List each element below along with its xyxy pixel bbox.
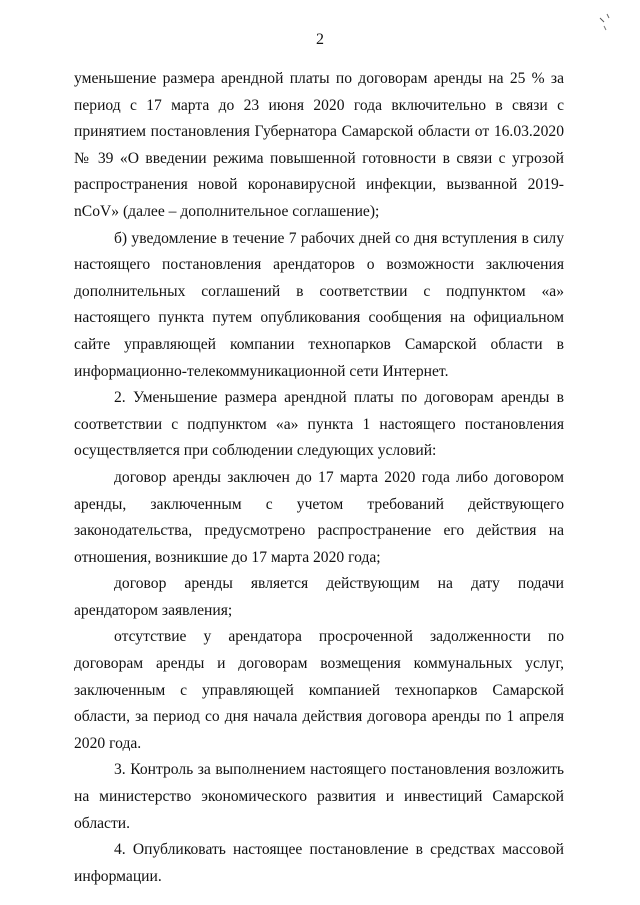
paragraph-item-4: 4. Опубликовать настоящее постановление в средствах массовой информации. xyxy=(74,841,564,885)
paragraph-condition-2: договор аренды является действующим на дату подачи арендатором заявления; xyxy=(74,575,564,619)
paragraph-condition-1: договор аренды заключен до 17 марта 2020 года либо договором аренды, заключенным с учетом требований действующего законодательства, предусмотрено распространение его действия на отношения, возникшие до 17 марта 2020 года; xyxy=(74,468,564,566)
paragraph-item-2: 2. Уменьшение размера арендной платы по договорам аренды в соответствии с подпунктом «а» пункта 1 настоящего постановления осуществляется при соблюдении следующих условий: xyxy=(74,389,564,460)
paragraph-condition-3: отсутствие у арендатора просроченной задолженности по договорам аренды и договорам возмещения коммунальных услуг, заключенным с управляющей компанией технопарков Самарской области, за период со дня начала действия договора аренды по 1 апреля 2020 года. xyxy=(74,628,564,752)
paragraph-item-3: 3. Контроль за выполнением настоящего постановления возложить на министерство экономического развития и инвестиций Самарской области. xyxy=(74,761,564,832)
document-body xyxy=(74,66,564,890)
paragraph-1-continuation: уменьшение размера арендной платы по договорам аренды на 25 % за период с 17 марта до 23 июня 2020 года включительно в связи с принятием постановления Губернатора Самарской области от 16.03.2020 № 39 «О введении режима повышенной готовности в связи с угрозой распространения новой коронавирусной инфекции, вызванной 2019-nCoV» (далее – дополнительное соглашение); xyxy=(74,70,564,220)
page-number: 2 xyxy=(316,31,324,48)
paragraph-subitem-b: б) уведомление в течение 7 рабочих дней со дня вступления в силу настоящего постановления арендаторов о возможности заключения дополнительных соглашений в соответствии с подпунктом «а» настоящего пункта путем опубликования сообщения на официальном сайте управляющей компании технопарков Самарской области в информационно-телекоммуникационной сети Интернет. xyxy=(74,229,564,380)
scan-artifact-mark xyxy=(598,12,614,32)
